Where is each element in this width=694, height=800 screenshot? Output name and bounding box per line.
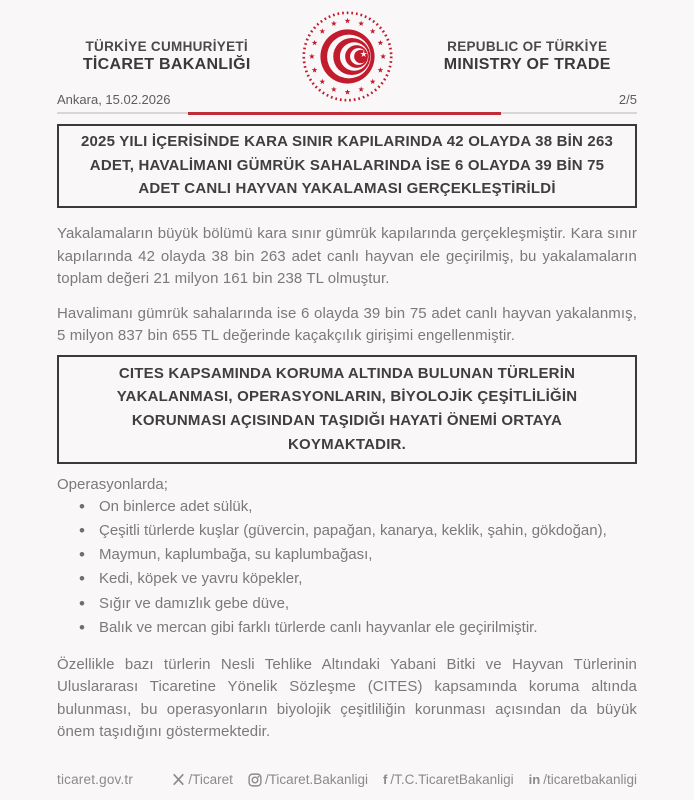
headline-box: 2025 YILI İÇERİSİNDE KARA SINIR KAPILARINDA 42 OLAYDA 38 BİN 263 ADET, HAVALİMANI GÜMRÜK SAHALARINDA İSE 6 OLAYDA 39 BİN 75 ADET CANLI HAYVAN YAKALAMASI GERÇEKLEŞTİRİLDİ — [57, 124, 637, 208]
website-link[interactable]: ticaret.gov.tr — [57, 772, 134, 787]
header-divider-red-segment — [188, 112, 501, 115]
social-link-instagram[interactable] — [248, 772, 368, 787]
operations-intro: Operasyonlarda; — [57, 476, 168, 494]
social-links — [172, 772, 637, 787]
header-title-english — [401, 39, 655, 74]
emphasis-box: CITES KAPSAMINDA KORUMA ALTINDA BULUNAN TÜRLERİN YAKALANMASI, OPERASYONLARIN, BİYOLOJİK ÇEŞİTLİLİĞİN KORUNMASI AÇISINDAN TAŞIDIĞI HAYATİ ÖNEMİ ORTAYA KOYMAKTADIR. — [57, 355, 637, 465]
closing-paragraph: Özellikle bazı türlerin Nesli Tehlike Altındaki Yabani Bitki ve Hayvan Türlerinin Uluslararası Ticaretine Yönelik Sözleşme (CITES) kapsamında koruma altında bulunması, bu operasyonların biyolojik çeşitliliğin korunması açısından da büyük önem taşıdığını göstermektedir. — [57, 655, 637, 741]
ministry-emblem-icon — [300, 9, 395, 104]
header — [0, 0, 694, 102]
header-title-tr-line2: TİCARET BAKANLIĞI — [82, 55, 251, 73]
list-item: • Maymun, kaplumbağa, su kaplumbağası, — [79, 544, 637, 566]
x-icon — [172, 773, 185, 786]
list-item: • On binlerce adet sülük, — [79, 496, 637, 518]
dateline: Ankara, 15.02.2026 — [57, 92, 171, 107]
paragraph-land-borders: Yakalamaların büyük bölümü kara sınır gümrük kapılarında gerçekleşmiştir. Kara sınır kapılarında 42 olayda 38 bin 263 adet canlı hayvan ele geçirilmiş, bu yakalamaların toplam değeri 21 milyon 161 bin 238 TL olmuştur. — [57, 225, 637, 288]
header-divider — [57, 112, 637, 114]
social-link-x[interactable] — [172, 772, 233, 787]
content — [0, 124, 694, 744]
header-title-tr-line1: TÜRKİYE CUMHURİYETİ — [85, 38, 248, 54]
social-handle: /ticaretbakanligi — [543, 772, 637, 787]
linkedin-icon: in — [528, 772, 541, 787]
social-handle: /Ticaret.Bakanligi — [264, 772, 368, 787]
footer — [57, 772, 637, 787]
header-title-turkish — [40, 39, 294, 74]
list-item: • Kedi, köpek ve yavru köpekler, — [79, 568, 637, 590]
instagram-icon — [248, 773, 262, 787]
facebook-icon: f — [382, 772, 388, 787]
list-item: • Sığır ve damızlık gebe düve, — [79, 593, 637, 615]
list-item: • Balık ve mercan gibi farklı türlerde canlı hayvanlar ele geçirilmiştir. — [79, 617, 637, 639]
list-item: • Çeşitli türlerde kuşlar (güvercin, papağan, kanarya, keklik, şahin, gökdoğan), — [79, 520, 637, 542]
paragraph-airports: Havalimanı gümrük sahalarında ise 6 olayda 39 bin 75 adet canlı hayvan yakalanmış, 5 milyon 837 bin 655 TL değerinde kaçakçılık girişimi engellenmiştir. — [57, 304, 637, 345]
social-link-linkedin[interactable] — [529, 772, 637, 787]
social-link-facebook[interactable] — [383, 772, 514, 787]
social-handle: /Ticaret — [188, 772, 233, 787]
operations-list — [57, 496, 637, 638]
ministry-of-trade-logo — [300, 9, 395, 104]
header-title-en-line2: MINISTRY OF TRADE — [443, 55, 611, 73]
header-title-en-line1: REPUBLIC OF TÜRKİYE — [447, 38, 608, 54]
page-indicator: 2/5 — [618, 92, 637, 107]
social-handle: /T.C.TicaretBakanligi — [390, 772, 514, 787]
